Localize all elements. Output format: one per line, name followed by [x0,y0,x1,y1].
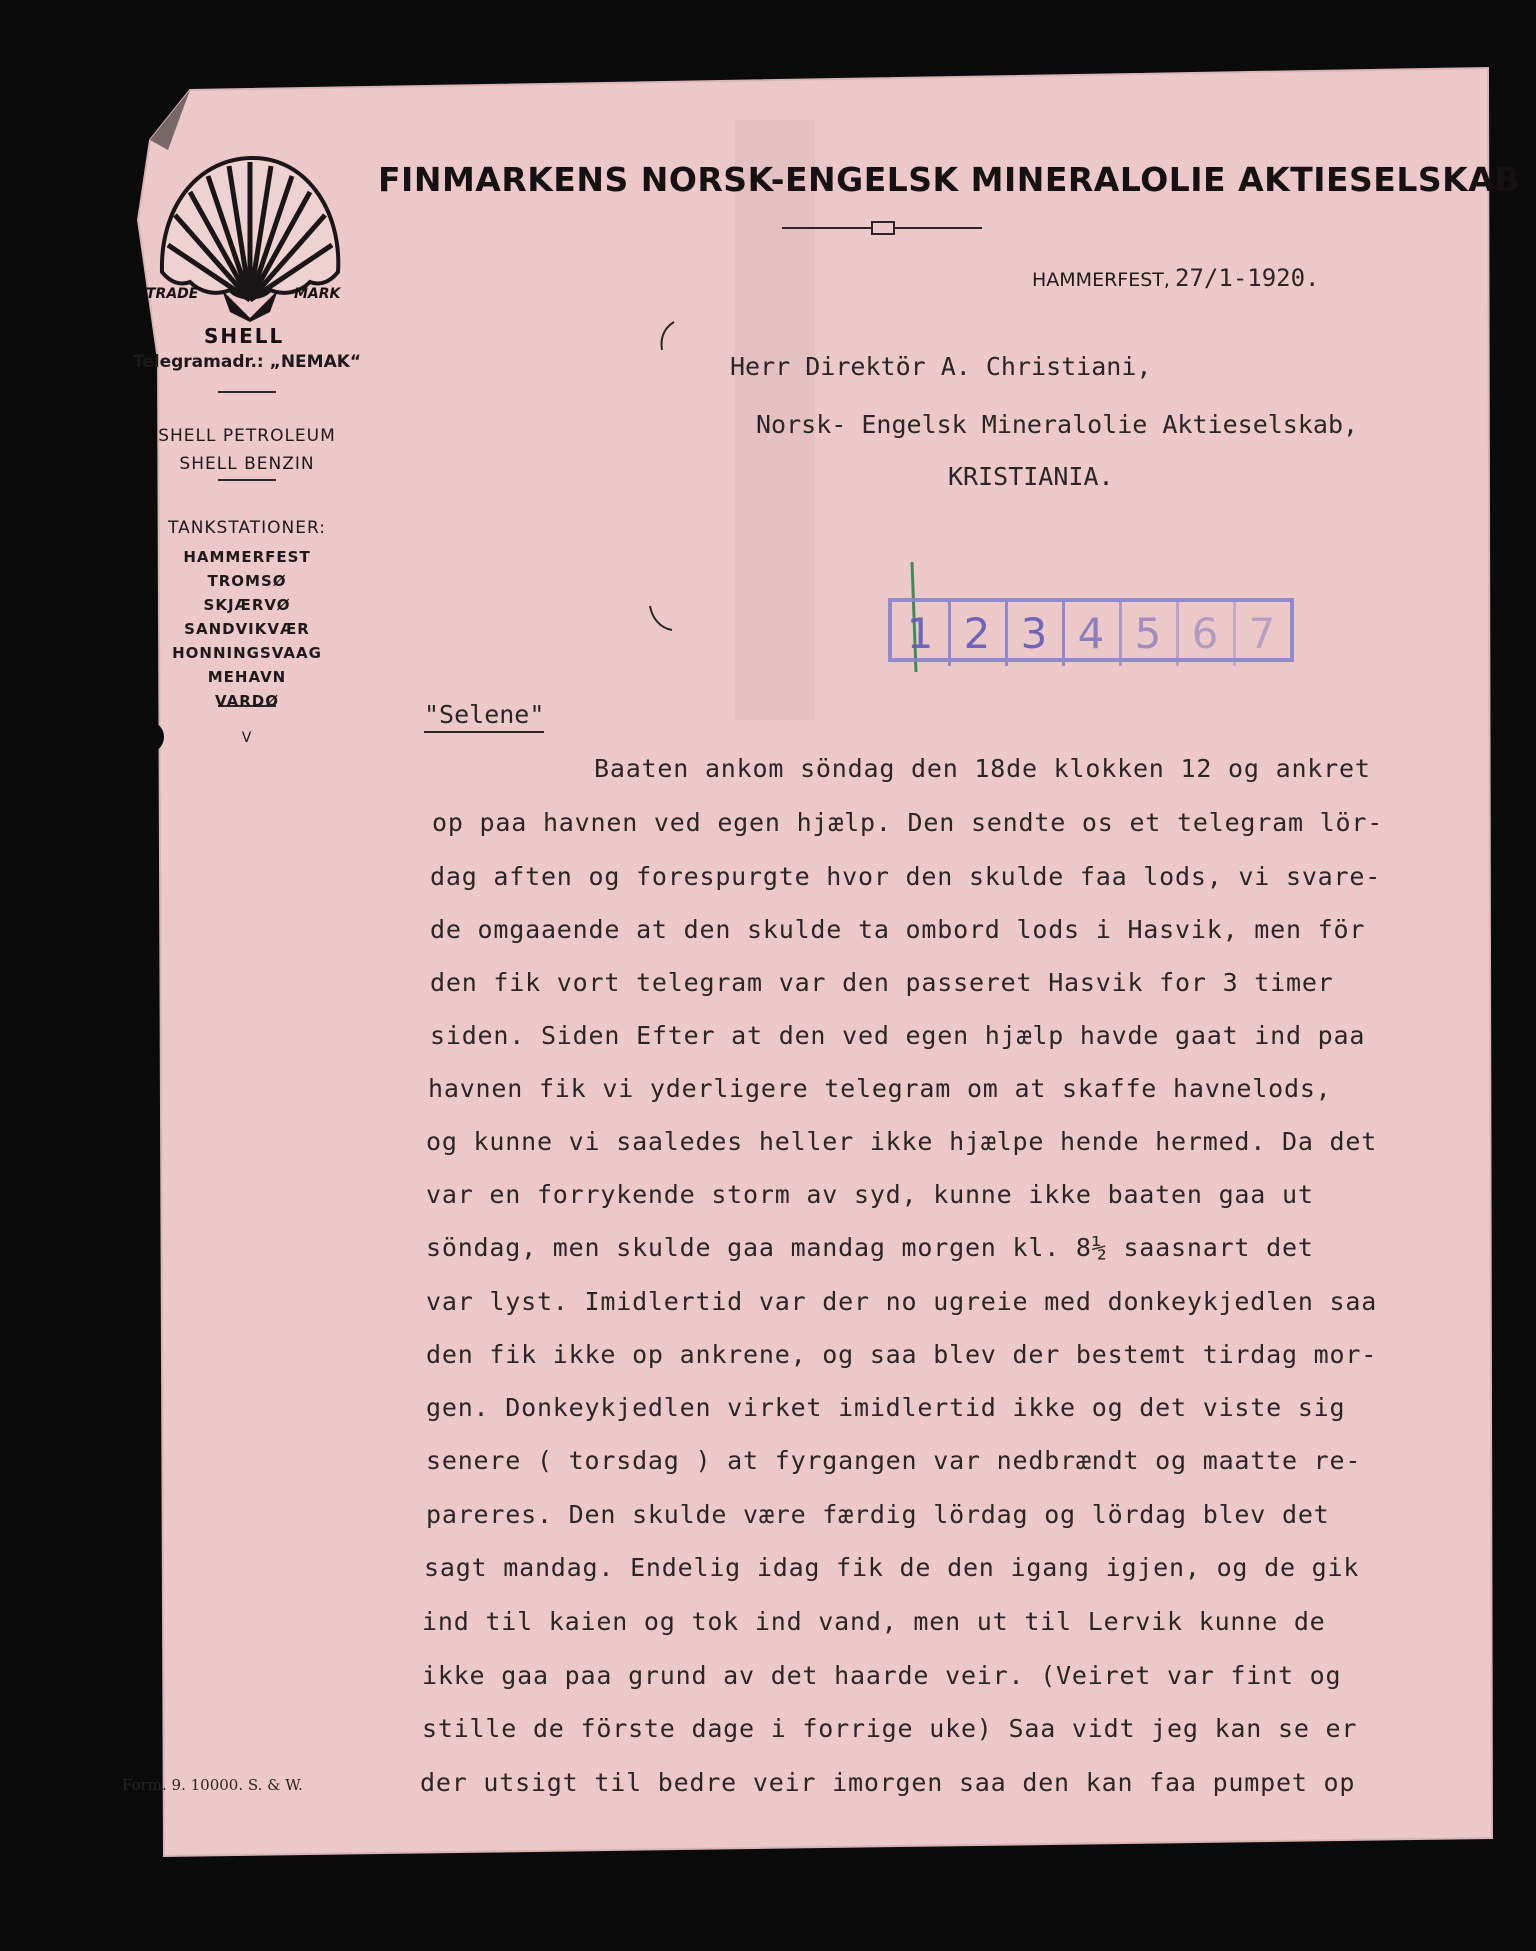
body-line: ikke gaa paa grund av det haarde veir. (Veiret var fint og [422,1661,1342,1690]
body-line: op paa havnen ved egen hjælp. Den sendte os et telegram lör- [432,808,1384,837]
sidebar-end-mark: V [241,730,253,746]
body-line: pareres. Den skulde være færdig lördag og lördag blev det [426,1500,1330,1529]
station-item: MEHAVN [207,668,287,686]
body-line: var en forrykende storm av syd, kunne ikke baaten gaa ut [426,1180,1314,1209]
logo-mark-label: MARK [294,286,341,302]
letter-date: 27/1-1920. [1175,264,1320,292]
recipient-company: Norsk- Engelsk Mineralolie Aktieselskab, [756,410,1359,439]
body-line: siden. Siden Efter at den ved egen hjælp havde gaat ind paa [430,1021,1366,1050]
letter-place-date [1032,264,1320,292]
company-name: FINMARKENS NORSK-ENGELSK MINERALOLIE AKTIESELSKAB [378,160,1520,199]
stamp-number: 3 [1006,602,1065,666]
station-item: TROMSØ [207,572,287,590]
body-line: dag aften og forespurgte hvor den skulde faa lods, vi svare- [430,862,1382,891]
stamp-number: 5 [1120,602,1179,666]
recipient-name: Herr Direktör A. Christiani, [730,352,1152,381]
station-item: HAMMERFEST [183,548,311,566]
stamp-number: 6 [1177,602,1236,666]
body-line: stille de förste dage i forrige uke) Saa vidt jeg kan se er [422,1714,1358,1743]
body-line: söndag, men skulde gaa mandag morgen kl. 8½ saasnart det [426,1233,1314,1262]
body-line: havnen fik vi yderligere telegram om at skaffe havnelods, [428,1074,1332,1103]
product-line: SHELL BENZIN [179,454,315,474]
logo-brand: SHELL [204,324,285,348]
body-line: gen. Donkeykjedlen virket imidlertid ikke og det viste sig [426,1393,1346,1422]
punch-hole [124,1232,156,1264]
sidebar [120,352,374,746]
stamp-number: 7 [1248,609,1276,658]
body-line: og kunne vi saaledes heller ikke hjælpe hende hermed. Da det [426,1127,1378,1156]
number-stamp [888,598,1294,662]
stamp-number: 2 [949,602,1008,666]
body-line: ind til kaien og tok ind vand, men ut til Lervik kunne de [422,1607,1326,1636]
body-line: den fik vort telegram var den passeret Hasvik for 3 timer [430,968,1334,997]
product-line: SHELL PETROLEUM [158,426,336,446]
stamp-number: 4 [1063,602,1122,666]
stations-title: TANKSTATIONER: [168,518,326,538]
logo-trade-label: TRADE [146,286,199,302]
form-note: Form. 9. 10000. S. & W. [122,1776,303,1794]
telegram-address: Telegramadr.: „NEMAK“ [132,352,362,372]
body-line: var lyst. Imidlertid var der no ugreie med donkeykjedlen saa [426,1287,1378,1316]
letter-place: HAMMERFEST, [1032,269,1170,291]
body-line: sagt mandag. Endelig idag fik de den igang igjen, og de gik [424,1553,1360,1582]
station-item: SANDVIKVÆR [184,620,310,638]
station-item: SKJÆRVØ [203,596,291,614]
station-item: VARDØ [215,692,279,710]
body-line: Baaten ankom söndag den 18de klokken 12 og ankret [594,754,1371,783]
body-line: den fik ikke op ankrene, og saa blev der bestemt tirdag mor- [426,1340,1378,1369]
body-line: senere ( torsdag ) at fyrgangen var nedbrændt og maatte re- [426,1446,1362,1475]
recipient-city: KRISTIANIA. [948,462,1114,491]
stamp-number: 1 [892,602,951,666]
subject-line: "Selene" [424,700,545,729]
body-line: de omgaaende at den skulde ta ombord lods i Hasvik, men för [430,915,1366,944]
body-line: der utsigt til bedre veir imorgen saa den kan faa pumpet op [420,1768,1356,1797]
station-item: HONNINGSVAAG [172,644,322,662]
